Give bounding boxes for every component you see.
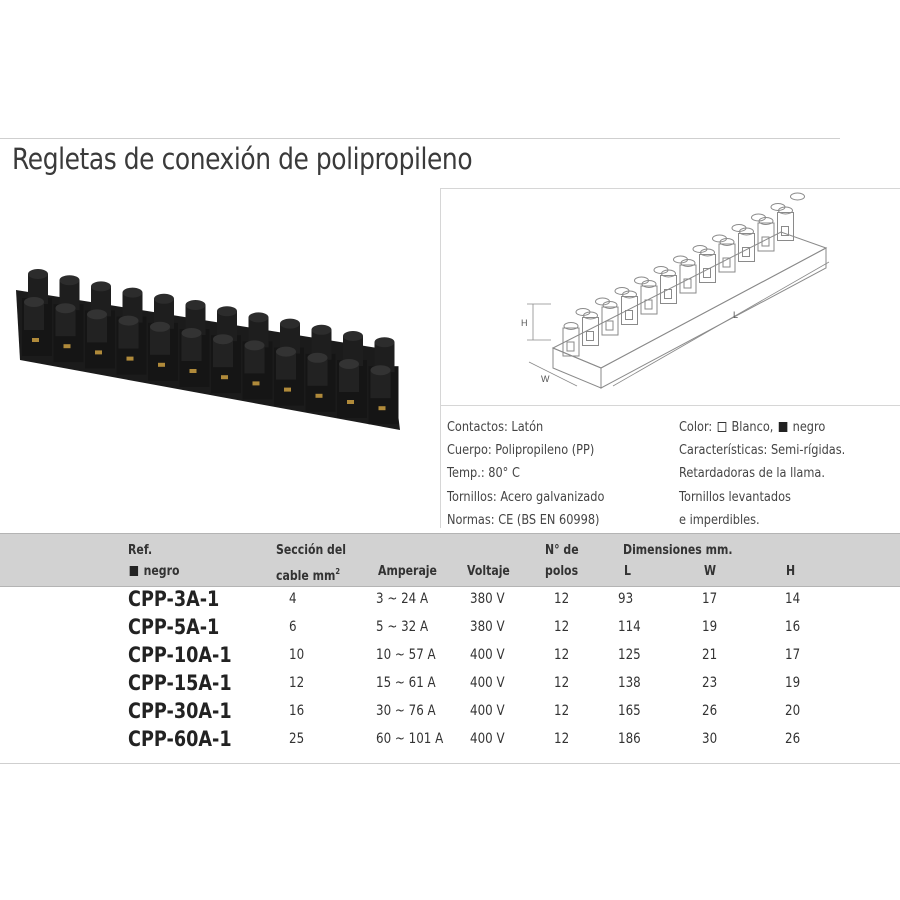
cell-h: 14 <box>785 591 801 607</box>
pole-top-cap <box>217 306 237 316</box>
color-black-label: negro <box>792 420 826 435</box>
cell-w: 30 <box>702 731 718 747</box>
cell-amperaje: 3 ~ 24 A <box>376 591 429 607</box>
diagram-pole-rear-top <box>791 193 805 200</box>
header-amperaje: Amperaje <box>378 564 437 579</box>
diagram-pole <box>758 204 785 252</box>
base-front-face <box>601 248 826 388</box>
terminal-pole <box>274 319 304 406</box>
pole-top-cap <box>123 288 143 298</box>
brass-contact <box>284 388 291 392</box>
cell-w: 23 <box>702 675 718 691</box>
cell-amperaje: 30 ~ 76 A <box>376 703 436 719</box>
spec-line: Temp.: 80° C <box>447 466 520 482</box>
pole-front-cap <box>182 328 202 338</box>
table-bottom-rule <box>0 763 900 764</box>
cell-polos: 12 <box>554 647 570 663</box>
pole-top-cap <box>91 281 111 291</box>
diagram-pole <box>778 193 805 241</box>
cell-ref: CPP-30A-1 <box>128 699 232 723</box>
spec-line: e imperdibles. <box>679 512 760 528</box>
brass-contact <box>221 375 228 379</box>
terminal-strip-photo <box>12 250 422 440</box>
brass-contact <box>127 357 134 361</box>
cell-voltaje: 400 V <box>470 703 505 719</box>
cell-polos: 12 <box>554 703 570 719</box>
diagram-pole <box>739 214 766 262</box>
brass-contact <box>190 369 197 373</box>
terminal-pole <box>211 306 241 393</box>
spec-line: Características: Semi-rígidas. <box>679 443 846 459</box>
pole-top-cap <box>154 294 174 304</box>
diagram-pole-window <box>567 342 574 351</box>
cell-l: 186 <box>618 731 641 747</box>
pole-front-cap <box>371 365 391 375</box>
cell-voltaje: 400 V <box>470 731 505 747</box>
h-label: H <box>521 318 528 328</box>
cell-l: 93 <box>618 591 634 607</box>
diagram-pole <box>622 277 649 325</box>
cell-amperaje: 10 ~ 57 A <box>376 647 436 663</box>
diagram-pole <box>700 235 727 283</box>
cell-l: 114 <box>618 619 641 635</box>
pole-front-cap <box>24 297 44 307</box>
color-prefix: Color: <box>679 420 713 435</box>
cell-polos: 12 <box>554 591 570 607</box>
table-row <box>0 645 900 673</box>
brass-contact <box>347 400 354 404</box>
pole-top-cap <box>186 300 206 310</box>
diagram-pole-window <box>626 311 633 320</box>
header-w: W <box>704 564 717 579</box>
black-square-icon <box>130 566 138 576</box>
table-row <box>0 617 900 645</box>
brass-contact <box>253 381 260 385</box>
color-line <box>679 416 845 439</box>
brass-contact <box>95 350 102 354</box>
pole-top-cap <box>60 275 80 285</box>
cell-seccion: 4 <box>289 591 297 607</box>
cell-l: 165 <box>618 703 641 719</box>
pole-front-cap <box>308 353 328 363</box>
cell-ref: CPP-10A-1 <box>128 643 232 667</box>
cell-ref: CPP-5A-1 <box>128 615 220 639</box>
cell-seccion: 12 <box>289 675 305 691</box>
pole-front-cap <box>56 303 76 313</box>
table-row <box>0 729 900 757</box>
spec-line: Tornillos levantados <box>679 489 791 505</box>
terminal-pole <box>54 275 84 362</box>
terminal-pole <box>117 288 147 375</box>
pole-front-cap <box>245 340 265 350</box>
brass-contact <box>32 338 39 342</box>
l-label: L <box>733 310 739 320</box>
cell-l: 125 <box>618 647 641 663</box>
cell-w: 17 <box>702 591 718 607</box>
pole-front-cap <box>87 309 107 319</box>
spec-line: Normas: CE (BS EN 60998) <box>447 512 600 528</box>
header-seccion: Sección del cable $mm^2$ <box>276 543 347 584</box>
diagram-pole-window <box>606 321 613 330</box>
spec-line: Retardadoras de la llama. <box>679 466 825 482</box>
cell-seccion: 6 <box>289 619 297 635</box>
cell-voltaje: 400 V <box>470 647 505 663</box>
white-square-icon <box>718 422 727 432</box>
cell-amperaje: 5 ~ 32 A <box>376 619 429 635</box>
cell-voltaje: 400 V <box>470 675 505 691</box>
cell-w: 19 <box>702 619 718 635</box>
diagram-pole <box>563 309 590 357</box>
cell-polos: 12 <box>554 675 570 691</box>
cell-voltaje: 380 V <box>470 619 505 635</box>
cell-polos: 12 <box>554 731 570 747</box>
header-polos: N° de polos <box>545 543 579 579</box>
diagram-pole <box>641 267 668 315</box>
cell-voltaje: 380 V <box>470 591 505 607</box>
header-ref: Ref. negro <box>128 543 180 579</box>
cell-h: 26 <box>785 731 801 747</box>
table-row <box>0 701 900 729</box>
pole-top-cap <box>312 325 332 335</box>
pole-front-cap <box>213 334 233 344</box>
pole-top-cap <box>249 312 269 322</box>
cell-ref: CPP-3A-1 <box>128 587 220 611</box>
cell-h: 16 <box>785 619 801 635</box>
pole-front-cap <box>119 316 139 326</box>
spec-line: Cuerpo: Polipropileno (PP) <box>447 443 595 459</box>
dimension-diagram <box>441 190 900 405</box>
brass-contact <box>379 406 386 410</box>
brass-contact <box>316 394 323 398</box>
spec-line: Contactos: Latón <box>447 420 544 435</box>
header-dimensiones: Dimensiones mm. <box>623 543 733 558</box>
header-voltaje: Voltaje <box>467 564 510 579</box>
cell-polos: 12 <box>554 619 570 635</box>
table-row <box>0 673 900 701</box>
diagram-pole-window <box>587 332 594 341</box>
diagram-pole <box>680 246 707 294</box>
cell-h: 19 <box>785 675 801 691</box>
table-row <box>0 589 900 617</box>
diagram-pole <box>719 225 746 273</box>
terminal-pole <box>22 269 52 356</box>
pole-front-cap <box>276 347 296 357</box>
cell-h: 20 <box>785 703 801 719</box>
terminal-pole <box>85 281 115 368</box>
diagram-pole <box>661 256 688 304</box>
base-left-face <box>553 348 601 388</box>
pole-front-cap <box>150 322 170 332</box>
cell-h: 17 <box>785 647 801 663</box>
pole-top-cap <box>28 269 48 279</box>
pole-front-cap <box>339 359 359 369</box>
specs-left <box>447 416 604 532</box>
terminal-pole <box>243 312 273 399</box>
base-top-face <box>553 232 826 368</box>
cell-w: 26 <box>702 703 718 719</box>
cell-seccion: 10 <box>289 647 305 663</box>
table-header <box>0 533 900 587</box>
cell-seccion: 25 <box>289 731 305 747</box>
black-square-icon <box>779 422 788 432</box>
pole-top-cap <box>343 331 363 341</box>
cell-amperaje: 60 ~ 101 A <box>376 731 444 747</box>
title-rule <box>0 138 840 139</box>
cell-l: 138 <box>618 675 641 691</box>
spec-line: Tornillos: Acero galvanizado <box>447 489 605 505</box>
pole-top-cap <box>375 337 395 347</box>
header-l: L <box>624 564 631 579</box>
cell-seccion: 16 <box>289 703 305 719</box>
diagram-pole-window <box>645 300 652 309</box>
header-h: H <box>786 564 796 579</box>
color-white-label: Blanco, <box>731 420 774 435</box>
cell-ref: CPP-60A-1 <box>128 727 232 751</box>
terminal-pole <box>180 300 210 387</box>
cell-amperaje: 15 ~ 61 A <box>376 675 436 691</box>
terminal-pole <box>148 294 178 381</box>
page-title: Regletas de conexión de polipropileno <box>12 142 473 176</box>
cell-w: 21 <box>702 647 718 663</box>
specs-right <box>679 416 845 532</box>
cell-ref: CPP-15A-1 <box>128 671 232 695</box>
pole-top-cap <box>280 319 300 329</box>
brass-contact <box>64 344 71 348</box>
w-label: W <box>541 374 550 384</box>
brass-contact <box>158 363 165 367</box>
